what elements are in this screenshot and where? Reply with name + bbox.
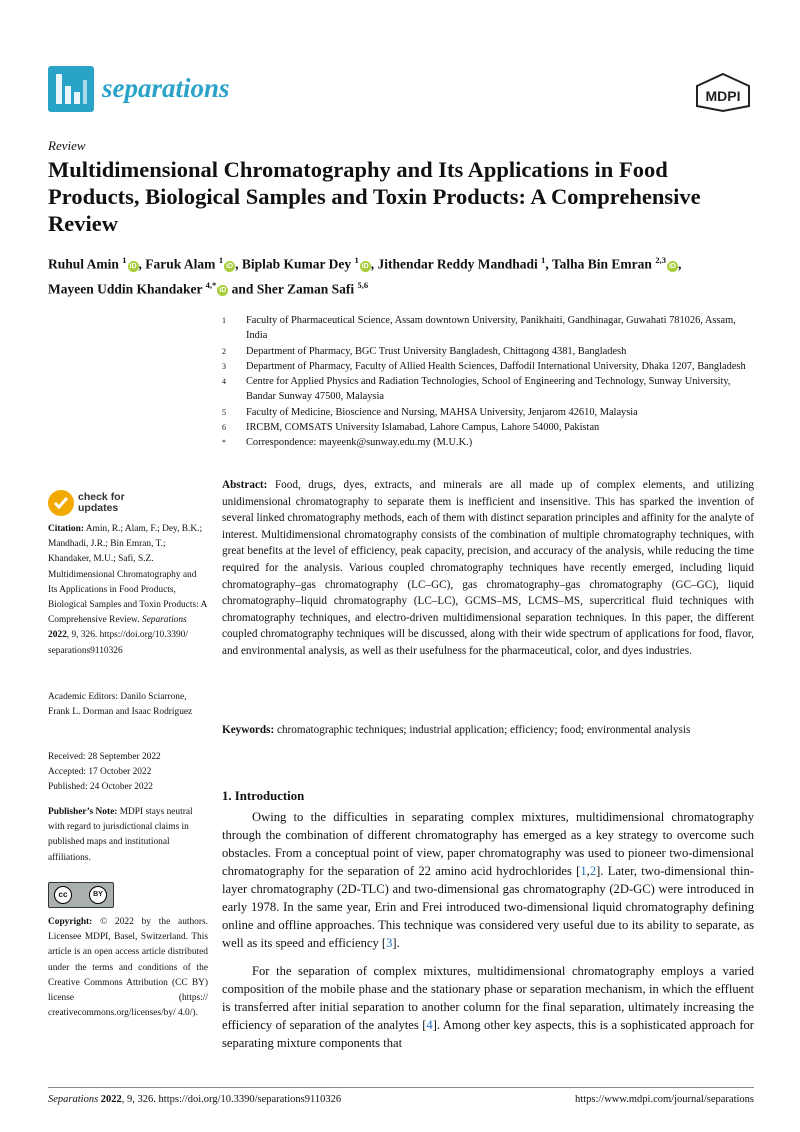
cc-by-license-icon[interactable]: cc BY — [48, 882, 114, 908]
correspondence: * Correspondence: mayeenk@sunway.edu.my (M.U.K.) — [222, 437, 473, 449]
journal-name[interactable]: separations — [102, 73, 230, 103]
author[interactable]: Biplab Kumar Dey — [241, 256, 352, 272]
mdpi-logo[interactable] — [694, 72, 752, 112]
orcid-icon[interactable]: iD — [219, 287, 227, 294]
svg-text:MDPI: MDPI — [705, 88, 741, 104]
affiliation: 4 Centre for Applied Physics and Radiation Technologies, School of Engineering and Technology, Sunway University, Bandar Sunway 47500, Malaysia — [222, 376, 731, 403]
academic-editors: Academic Editors: Danilo Sciarrone, Frank L. Dorman and Isaac Rodriguez — [48, 692, 193, 718]
orcid-icon[interactable]: iD — [226, 262, 234, 270]
author-list: Ruhul Amin $^1$iD , Faruk Alam $^1$iD , Biplab Kumar Dey $^1$iD , Jithendar Reddy Mandhadi $^1$, Talha Bin Emran $^{2,3}$iD , Mayeen Uddin Khandaker $^{4,*}$iD and Sher Zaman Safi $^{5,6}$ — [48, 255, 682, 296]
keywords: Keywords: chromatographic techniques; industrial application; efficiency; food; environmental analysis — [222, 724, 691, 736]
journal-logo-icon — [48, 66, 94, 112]
orcid-icon[interactable]: iD — [668, 262, 676, 270]
reference-link[interactable]: 3 — [386, 936, 393, 950]
footer-journal-url[interactable]: https://www.mdpi.com/journal/separations — [575, 1094, 754, 1105]
author-affil: 1 — [354, 255, 359, 265]
author[interactable]: Talha Bin Emran — [551, 256, 652, 272]
copyright-block: Copyright: © 2022 by the authors. Licensee MDPI, Basel, Switzerland. This article is an open access article distributed under the terms and conditions of the Creative Commons Attribution (CC BY) license (https:// creativecommons.org/licenses/by/ 4.0/). — [48, 917, 208, 1019]
article-title: Multidimensional Chromatography and Its Applications in Food Products, Biological Samples and Toxin Products: A Comprehensive Review — [48, 157, 701, 236]
author-affil: 1 — [122, 255, 127, 265]
check-for-updates-icon[interactable] — [48, 490, 74, 516]
section-title: 1. Introduction — [222, 789, 305, 803]
affiliation: 2 Department of Pharmacy, BGC Trust University Bangladesh, Chittagong 4381, Bangladesh — [222, 345, 627, 357]
author[interactable]: Faruk Alam — [145, 256, 216, 272]
author-affil: 1 — [541, 255, 546, 265]
affiliation: 1 Faculty of Pharmaceutical Science, Assam downtown University, Panikhaiti, Gandhinagar, Guwahati 781026, Assam, India — [222, 315, 736, 342]
affiliations — [222, 313, 758, 451]
orcid-icon[interactable]: iD — [361, 262, 369, 270]
citation-block: Citation: Amin, R.; Alam, F.; Dey, B.K.; Mandhadi, J.R.; Bin Emran, T.; Khandaker, M.U.; Safi, S.Z. Multidimensional Chromatography and Its Applications in Food Products, Biological Samples and Toxin Products: A Comprehensive Review. Separations 2022, 9, 326. https://doi.org/10.3390/ separations9110326 — [48, 524, 207, 656]
dates-block: Received: 28 September 2022 Accepted: 17 October 2022 Published: 24 October 2022 — [48, 752, 161, 793]
author-affil: 1 — [218, 255, 224, 265]
affiliation: 6 IRCBM, COMSATS University Islamabad, Lahore Campus, Lahore 54000, Pakistan — [222, 422, 600, 434]
publisher-note: Publisher’s Note: MDPI stays neutral with regard to jurisdictional claims in published maps and institutional affiliations. — [48, 807, 193, 863]
author[interactable]: Ruhul Amin — [48, 256, 119, 272]
paragraph: For the separation of complex mixtures, multidimensional chromatography employs a varied composition of the mobile phase and the stationary phase or separation mechanism, in which the effluent is transferred after initial separation to another column for the final separation, ultimately increasing the efficiency of separation of the analytes [4]. Among other key aspects, this is a sophisticated approach for separating mixture components that — [222, 964, 755, 1050]
paragraph: Owing to the difficulties in separating complex mixtures, multidimensional chromatography through the combination of different chromatography has emerged as a key strategy to overcome such obstacles. From a conceptual point of view, paper chromatography was used to pioneer two-dimensional chromatography for the separation of 22 amino acid hydrochlorides [1,2]. Later, two-dimensional thin-layer chromatography (2D-TLC) and two-dimensional gas chromatography (2D-GC) were introduced in early 1978. In the same year, Erin and Frei introduced two-dimensional liquid chromatography defining online and offline approaches. This technique was considered very useful due to its ability to separate, as well as its speed and efficiency [3]. — [222, 810, 754, 950]
reference-link[interactable]: 2 — [589, 864, 597, 878]
author-affil: 2,3 — [655, 255, 666, 265]
orcid-icon[interactable]: iD — [129, 262, 137, 270]
reference-link[interactable]: 4 — [426, 1018, 433, 1032]
affiliation: 5 Faculty of Medicine, Bioscience and Nursing, MAHSA University, Jenjarom 42610, Malaysia — [222, 406, 638, 418]
footer-divider — [48, 1087, 754, 1088]
author[interactable]: Mayeen Uddin Khandaker — [48, 281, 203, 296]
abstract: Abstract: Food, drugs, dyes, extracts, and minerals are all made up of complex elements, and utilizing unidimensional chromatography to separate them is inefficient and insensitive. This has sparked the invention of several linked chromatography methods, each of them with distinct separation principles and affinity for the analyte of interest. Multidimensional chromatography consists of the combination of multiple chromatography techniques, with great benefits at the level of efficiency, peak capacity, precision, and accuracy of the analysis, while reducing the time required for the analysis. Various coupled chromatography techniques have recently emerged, including liquid chromatography–gas chromatography (LC–GC), gas chromatography–gas chromatography (GC–GC), liquid chromatography–liquid chromatography (LC–LC), GCMS–MS, LCMS–MS, supercritical fluid techniques with chromatography techniques, and electro-driven multidimensional separation techniques. In this paper, the different coupled chromatography techniques will be discussed, along with their wide spectrum of applications for food, flavor, and environmental analysis, as well as their usefulness for the pharmaceutical, color, and dyes industries. — [222, 479, 755, 657]
author-affil: 5,6 — [357, 279, 369, 290]
author[interactable]: Jithendar Reddy Mandhadi — [377, 256, 538, 272]
affiliation: 3 Department of Pharmacy, Faculty of Allied Health Sciences, Daffodil International University, Dhaka 1207, Bangladesh — [222, 360, 746, 372]
check-for-updates-button[interactable]: check for updates — [78, 491, 125, 514]
footer-citation: Separations 2022, 9, 326. https://doi.org/10.3390/separations9110326 — [48, 1094, 342, 1105]
article-type: Review — [48, 138, 86, 153]
author-affil: 4,* — [205, 279, 217, 290]
reference-link[interactable]: 1 — [580, 864, 587, 878]
author[interactable]: Sher Zaman Safi — [256, 281, 355, 296]
